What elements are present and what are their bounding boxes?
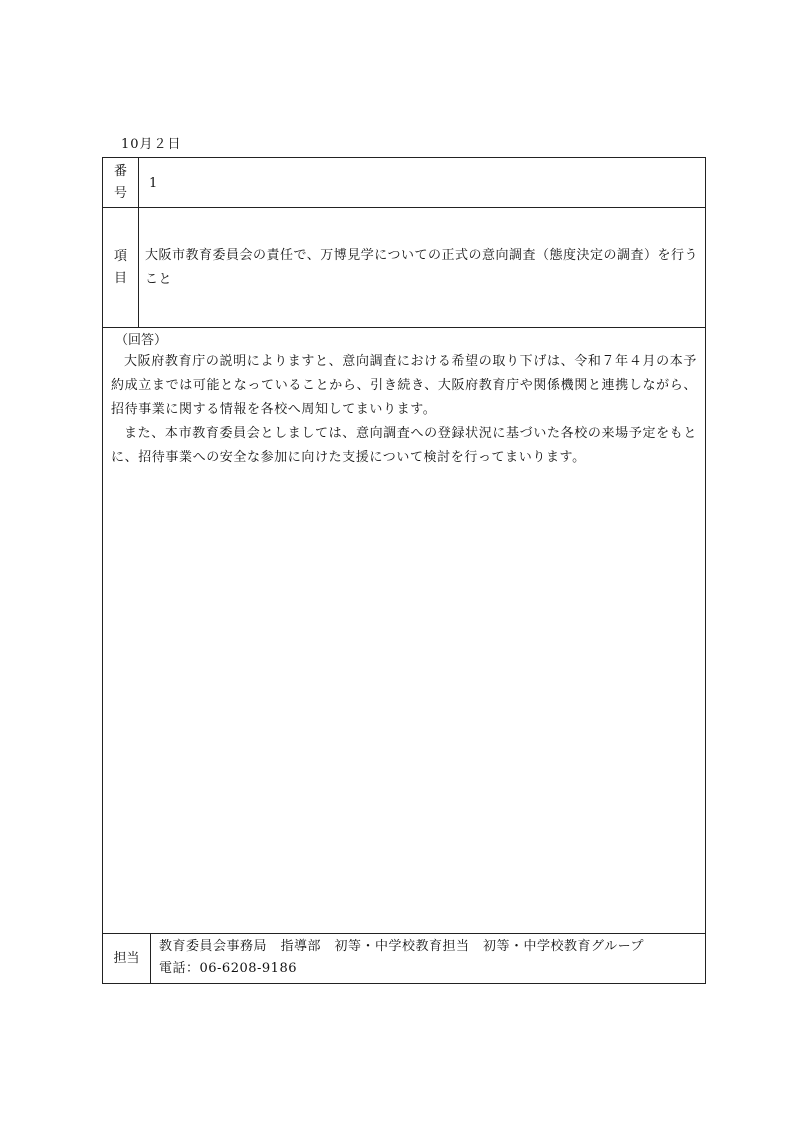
answer-row xyxy=(103,328,705,934)
number-label-char-2: 号 xyxy=(113,185,127,201)
item-row xyxy=(103,208,705,328)
answer-paragraph-1: 大阪府教育庁の説明によりますと、意向調査における希望の取り下げは、令和７年４月の本予約成立までは可能となっていることから、引き続き、大阪府教育庁や関係機関と連携しながら、招待事業に関する情報を各校へ周知してまいります。 xyxy=(111,354,697,417)
number-label-char-1: 番 xyxy=(113,163,127,179)
response-table xyxy=(102,157,706,984)
answer-body xyxy=(111,350,697,470)
answer-heading: （回答） xyxy=(115,333,168,348)
number-row xyxy=(103,158,705,208)
number-value: 1 xyxy=(149,176,158,191)
item-label-char-1: 項 xyxy=(113,248,127,264)
answer-paragraph-2: また、本市教育委員会としましては、意向調査への登録状況に基づいた各校の来場予定をもとに、招待事業への安全な参加に向けた支援について検討を行ってまいります。 xyxy=(111,426,697,465)
contact-phone: 電話：06-6208-9186 xyxy=(159,961,297,976)
number-label xyxy=(103,158,139,207)
contact-value xyxy=(151,934,705,983)
item-value xyxy=(139,208,705,327)
item-label-char-2: 目 xyxy=(113,270,127,286)
item-text: 大阪市教育委員会の責任で、万博見学についての正式の意向調査（態度決定の調査）を行うこと xyxy=(145,247,698,287)
contact-row xyxy=(103,934,705,983)
document-date: 10月２日 xyxy=(121,137,182,152)
contact-department: 教育委員会事務局 指導部 初等・中学校教育担当 初等・中学校教育グループ xyxy=(159,939,644,954)
contact-label-text: 担当 xyxy=(113,950,140,966)
contact-label xyxy=(103,934,151,983)
item-label xyxy=(103,208,139,327)
